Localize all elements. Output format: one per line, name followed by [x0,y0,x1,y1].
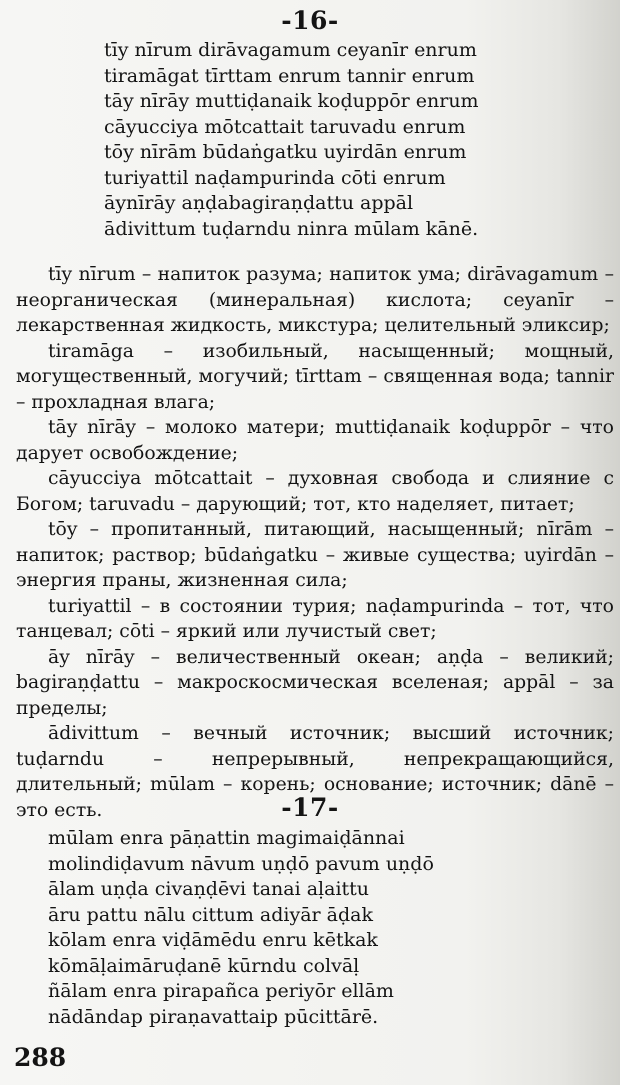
verse-line: turiyattil naḍampurinda cōti enrum [104,166,446,189]
gloss-paragraph: turiyattil – в состоянии турия; naḍampurinda – тот, что танцевал; cōti – яркий или лучистый свет; [16,595,614,642]
verse-line: ādivittum tuḍarndu ninra mūlam kānē. [104,217,479,240]
gloss-paragraph: tīy nīrum – напиток разума; напиток ума; dirāvagamum – неорганическая (минеральная) кислота; ceyanīr – лекарственная жидкость, микстура; целительный эликсир; [16,264,614,336]
verse-line: tāy nīrāy muttiḍanaik koḍuppōr enrum [104,90,479,112]
verse-line: nādāndap piraṇavattaip pūcittārē. [48,1005,379,1028]
verse-line: ālam uṇḍa civaṇḍēvi tanai aḷaittu [48,878,370,900]
verse-line: kōmāḷaimāruḍanē kūrndu colvāḷ [48,954,360,977]
gloss-paragraph: āy nīrāy – величественный океан; aṇḍa – великий; bagiraṇḍattu – макроскосмическая вселеная; appāl – за пределы; [16,646,614,719]
verse-line: tiramāgat tīrttam enrum tannir enrum [104,64,475,87]
gloss-paragraph: cāyucciya mōtcattait – духовная свобода и слияние с Богом; taruvadu – дарующий; тот, кто наделяет, питает; [16,468,614,515]
gloss-paragraph: tiramāga – изобильный, насыщенный; мощный, могущественный, могучий; tīrttam – священная вода; tannir – прохладная влага; [16,340,614,413]
verse-line: kōlam enra viḍāmēdu enru kētkak [48,929,378,951]
section-17-heading: -17- [281,793,339,822]
gloss-paragraph: ādivittum – вечный источник; высший источник; tuḍarndu – непрерывный, непрекращающийся, длительный; mūlam – корень; основание; источник; dānē – это есть. [16,723,614,821]
verse-line: cāyucciya mōtcattait taruvadu enrum [104,115,466,138]
verse-line: āynīrāy aṇḍabagiraṇḍattu appāl [104,192,414,214]
verse-line: ñālam enra pirapañca periyōr ellām [48,980,394,1002]
section-17-verse [48,826,508,1030]
section-16-verse [104,38,524,242]
gloss-paragraph: tōy – пропитанный, питающий, насыщенный; nīrām – напиток; раствор; būdaṅgatku – живые существа; uyirdān – энергия праны, жизненная сила; [16,519,614,591]
verse-line: molindiḍavum nāvum uṇḍō pavum uṇḍō [48,852,434,875]
verse-line: mūlam enra pāṇattin magimaiḍānnai [48,827,405,849]
verse-line: āru pattu nālu cittum adiyār āḍak [48,903,374,926]
verse-line: tōy nīrām būdaṅgatku uyirdān enrum [104,141,467,163]
gloss-paragraph: tāy nīrāy – молоко матери; muttiḍanaik koḍuppōr – что дарует освобождение; [16,417,614,464]
section-16-heading: -16- [281,6,339,35]
page-number: 288 [14,1043,67,1072]
verse-line: tīy nīrum dirāvagamum ceyanīr enrum [104,39,477,61]
section-16-glossary [16,262,614,823]
